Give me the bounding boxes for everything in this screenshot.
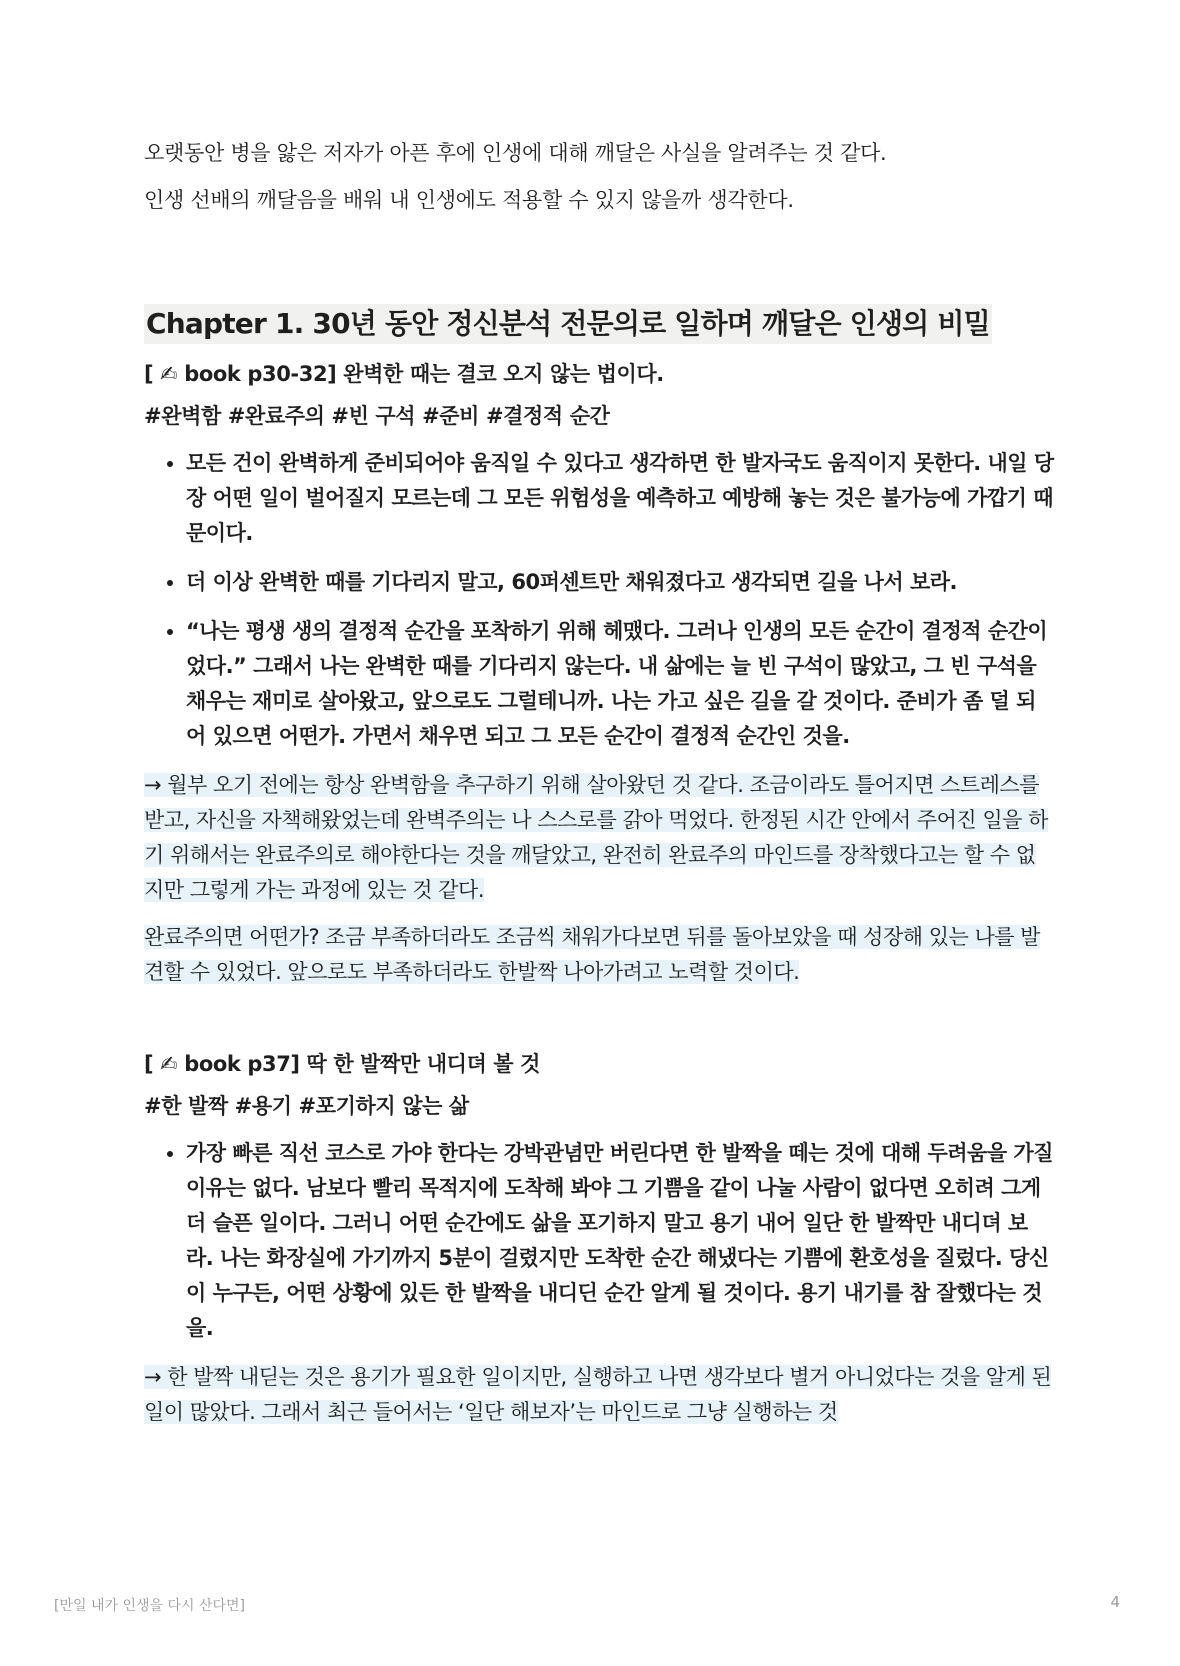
footer-page-number: 4 bbox=[1110, 1593, 1120, 1611]
section-1-reflection-1-text: → 월부 오기 전에는 항상 완벽함을 추구하기 위해 살아왔던 것 같다. 조금이라도 틀어지면 스트레스를 받고, 자신을 자책해왔었는데 완벽주의는 나 스스로를 갉아 먹었다. 한정된 시간 안에서 주어진 일을 하기 위해서는 완료주의로 해야한다는 것을 깨달았고, 완전히 완료주의 마인드를 장착했다고는 할 수 없지만 그렇게 가는 과정에 있는 것 같다. bbox=[144, 773, 1048, 902]
section-1-reflection-1 bbox=[144, 768, 1054, 908]
intro-block bbox=[144, 138, 1054, 215]
section-2-bullet-1: • 가장 빠른 직선 코스로 가야 한다는 강박관념만 버린다면 한 발짝을 떼는 것에 대해 두려움을 가질 이유는 없다. 남보다 빨리 목적지에 도착해 봐야 그 기쁨을 같이 나눌 사람이 없다면 오히려 그게 더 슬픈 일이다. 그러니 어떤 순간에도 삶을 포기하지 말고 용기 내어 일단 한 발짝만 내디뎌 보라. 나는 화장실에 가기까지 5분이 걸렸지만 도착한 순간 해냈다는 기쁨에 환호성을 질렀다. 당신이 누구든, 어떤 상황에 있든 한 발짝을 내디딘 순간 알게 될 것이다. 용기 내기를 참 잘했다는 것을. bbox=[186, 1136, 1054, 1346]
section-2-bullet-list bbox=[144, 1136, 1054, 1346]
section-1-bullet-1: • 모든 건이 완벽하게 준비되어야 움직일 수 있다고 생각하면 한 발자국도 움직이지 못한다. 내일 당장 어떤 일이 벌어질지 모르는데 그 모든 위험성을 예측하고 예방해 놓는 것은 불가능에 가깝기 때문이다. bbox=[186, 446, 1054, 551]
section-2-reflection-1-text: → 한 발짝 내딛는 것은 용기가 필요한 일이지만, 실행하고 나면 생각보다 별거 아니었다는 것을 알게 된 일이 많았다. 그래서 최근 들어서는 ‘일단 해보자’는 마인드로 그냥 실행하는 것 bbox=[144, 1365, 1052, 1424]
section-1-reflection-2 bbox=[144, 920, 1054, 990]
section-spacer bbox=[144, 1002, 1054, 1048]
intro-line-1: 오랫동안 병을 앓은 저자가 아픈 후에 인생에 대해 깨달은 사실을 알려주는 것 같다. bbox=[144, 141, 887, 165]
section-1-heading: [ ✍ book p30-32] 완벽한 때는 결코 오지 않는 법이다. bbox=[144, 362, 664, 386]
document-page bbox=[144, 138, 1054, 1442]
section-2-heading: [ ✍ book p37] 딱 한 발짝만 내디뎌 볼 것 bbox=[144, 1052, 540, 1076]
section-1-reflection-2-text: 완료주의면 어떤가? 조금 부족하더라도 조금씩 채워가다보면 뒤를 돌아보았을 때 성장해 있는 나를 발견할 수 있었다. 앞으로도 부족하더라도 한발짝 나아가려고 노력할 것이다. bbox=[144, 925, 1040, 984]
section-2-tags: #한 발짝 #용기 #포기하지 않는 삶 bbox=[144, 1094, 469, 1118]
section-one-step bbox=[144, 1048, 1054, 1430]
section-perfect-moment bbox=[144, 358, 1054, 990]
footer-document-title: [만일 내가 인생을 다시 산다면] bbox=[54, 1598, 246, 1614]
section-1-tags: #완벽함 #완료주의 #빈 구석 #준비 #결정적 순간 bbox=[144, 404, 610, 428]
section-1-bullet-3: • “나는 평생 생의 결정적 순간을 포착하기 위해 헤맸다. 그러나 인생의 모든 순간이 결정적 순간이었다.” 그래서 나는 완벽한 때를 기다리지 않는다. 내 삶에는 늘 빈 구석이 많았고, 그 빈 구석을 채우는 재미로 살아왔고, 앞으로도 그럴테니까. 나는 가고 싶은 길을 갈 것이다. 준비가 좀 덜 되어 있으면 어떤가. 가면서 채우면 되고 그 모든 순간이 결정적 순간인 것을. bbox=[186, 614, 1054, 754]
chapter-title: Chapter 1. 30년 동안 정신분석 전문의로 일하며 깨달은 인생의 비밀 bbox=[144, 304, 992, 344]
section-1-bullet-list bbox=[144, 446, 1054, 754]
section-2-reflection-1 bbox=[144, 1360, 1054, 1430]
intro-line-2: 인생 선배의 깨달음을 배워 내 인생에도 적용할 수 있지 않을까 생각한다. bbox=[144, 188, 794, 212]
chapter-heading-wrap bbox=[144, 232, 1054, 358]
section-1-bullet-2: • 더 이상 완벽한 때를 기다리지 말고, 60퍼센트만 채워졌다고 생각되면 길을 나서 보라. bbox=[186, 565, 1054, 600]
